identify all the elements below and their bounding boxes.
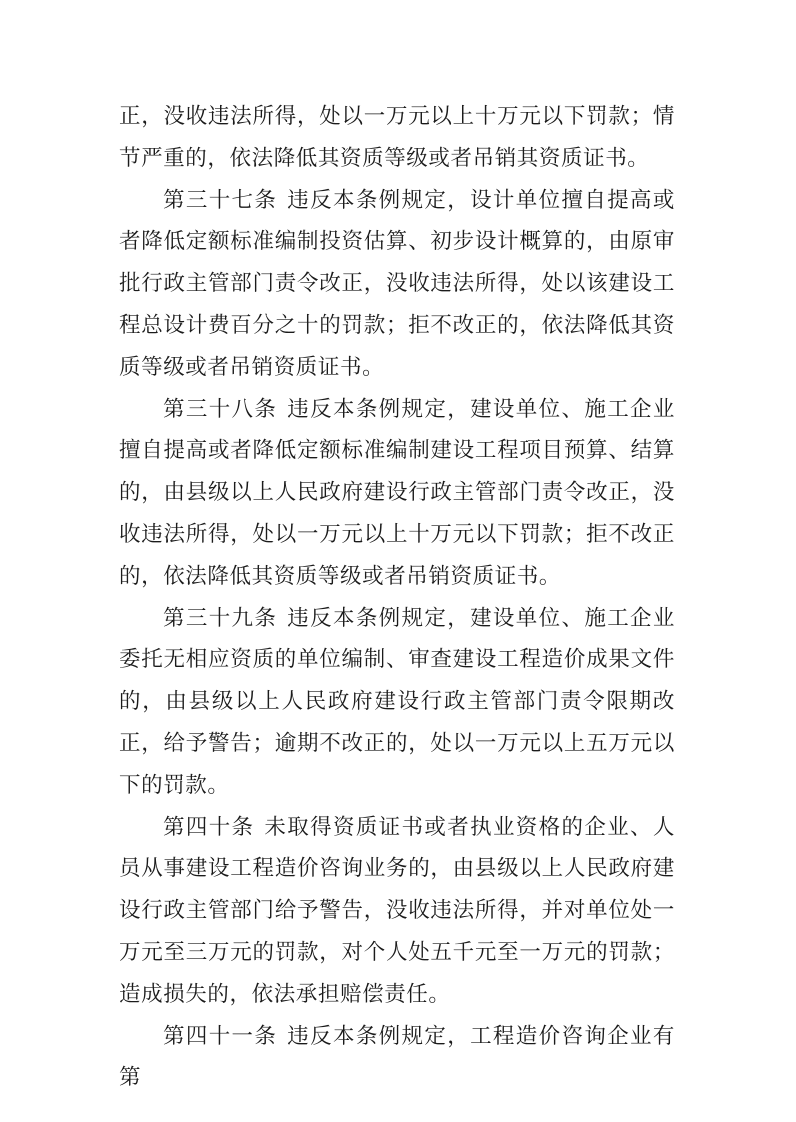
article-number: 第三十八条 (163, 396, 278, 422)
article-37-paragraph (119, 180, 675, 389)
article-number: 第三十九条 (163, 605, 278, 631)
paragraph-text: 违反本条例规定，工程造价咨询企业有第 (119, 1023, 675, 1091)
paragraph-text: 正，没收违法所得，处以一万元以上十万元以下罚款；情节严重的，依法降低其资质等级或者吊销其资质证书。 (119, 104, 675, 171)
article-41-paragraph (119, 1016, 675, 1100)
article-number: 第四十条 (163, 814, 255, 840)
article-number: 第三十七条 (163, 187, 278, 213)
paragraph-text: 未取得资质证书或者执业资格的企业、人员从事建设工程造价咨询业务的，由县级以上人民政府建设行政主管部门给予警告，没收违法所得，并对单位处一万元至三万元的罚款，对个人处五千元至一万元的罚款；造成损失的，依法承担赔偿责任。 (119, 814, 675, 1007)
paragraph-text: 违反本条例规定，设计单位擅自提高或者降低定额标准编制投资估算、初步设计概算的，由原审批行政主管部门责令改正，没收违法所得，处以该建设工程总设计费百分之十的罚款；拒不改正的，依法降低其资质等级或者吊销资质证书。 (119, 187, 675, 380)
article-39-paragraph (119, 598, 675, 807)
regulation-text (119, 96, 675, 1099)
paragraph-continuation (119, 96, 675, 180)
article-40-paragraph (119, 807, 675, 1016)
article-38-paragraph (119, 389, 675, 598)
article-number: 第四十一条 (163, 1023, 278, 1049)
paragraph-text: 违反本条例规定，建设单位、施工企业委托无相应资质的单位编制、审查建设工程造价成果文件的，由县级以上人民政府建设行政主管部门责令限期改正，给予警告；逾期不改正的，处以一万元以上五万元以下的罚款。 (119, 605, 675, 798)
paragraph-text: 违反本条例规定，建设单位、施工企业擅自提高或者降低定额标准编制建设工程项目预算、结算的，由县级以上人民政府建设行政主管部门责令改正，没收违法所得，处以一万元以上十万元以下罚款；拒不改正的，依法降低其资质等级或者吊销资质证书。 (119, 396, 675, 589)
